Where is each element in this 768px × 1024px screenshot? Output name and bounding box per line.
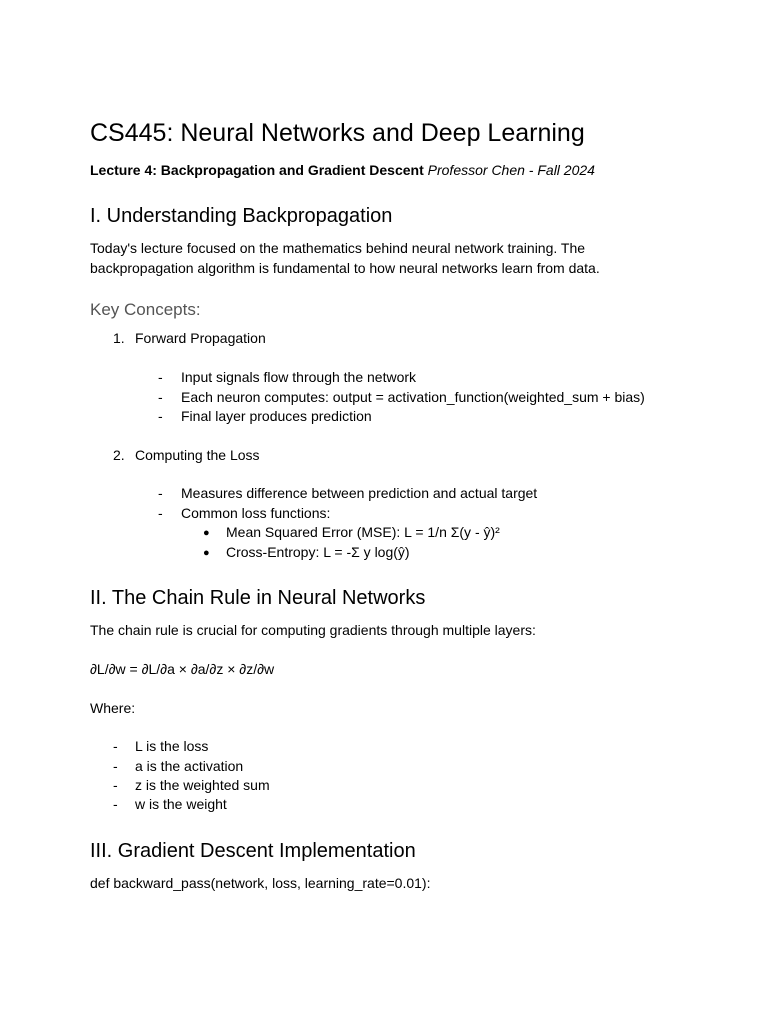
dash-marker: -: [113, 796, 118, 812]
list-item: Input signals flow through the network: [181, 369, 417, 385]
dash-marker: -: [158, 485, 163, 501]
document-title: CS445: Neural Networks and Deep Learning: [90, 119, 585, 147]
list-item: Measures difference between prediction and actual target: [181, 485, 538, 501]
list-item: Final layer produces prediction: [181, 408, 372, 424]
dash-marker: -: [158, 369, 163, 385]
definition-item: z is the weighted sum: [135, 777, 270, 793]
section-2-heading: II. The Chain Rule in Neural Networks: [90, 587, 426, 609]
list-number: 1.: [113, 330, 125, 346]
section-2-paragraph: The chain rule is crucial for computing gradients through multiple layers:: [90, 622, 536, 638]
list-number: 2.: [113, 447, 125, 463]
section-3-heading: III. Gradient Descent Implementation: [90, 840, 416, 862]
list-item: Each neuron computes: output = activation_function(weighted_sum + bias): [181, 389, 645, 405]
lecture-subtitle: [90, 162, 595, 178]
dash-marker: -: [113, 758, 118, 774]
chain-rule-formula: ∂L/∂w = ∂L/∂a × ∂a/∂z × ∂z/∂w: [90, 661, 275, 677]
bullet-marker: ●: [203, 527, 210, 539]
list-item-computing-loss: Computing the Loss: [135, 447, 260, 463]
section-1-heading: I. Understanding Backpropagation: [90, 205, 393, 227]
list-item-cross-entropy: Cross-Entropy: L = -Σ y log(ŷ): [226, 544, 410, 560]
definition-item: L is the loss: [135, 738, 209, 754]
dash-marker: -: [158, 408, 163, 424]
lecture-meta: Professor Chen - Fall 2024: [427, 162, 595, 178]
dash-marker: -: [113, 777, 118, 793]
dash-marker: -: [158, 505, 163, 521]
dash-marker: -: [158, 389, 163, 405]
key-concepts-heading: Key Concepts:: [90, 300, 201, 319]
code-line: def backward_pass(network, loss, learning_rate=0.01):: [90, 875, 431, 891]
definition-item: w is the weight: [135, 796, 227, 812]
list-item-forward-propagation: Forward Propagation: [135, 330, 266, 346]
list-item: Common loss functions:: [181, 505, 331, 521]
section-1-paragraph: Today's lecture focused on the mathematics behind neural network training. The backpropagation algorithm is fundamental to how neural networks learn from data.: [90, 240, 600, 276]
definition-item: a is the activation: [135, 758, 244, 774]
lecture-name: Lecture 4: Backpropagation and Gradient Descent: [90, 162, 424, 178]
dash-marker: -: [113, 738, 118, 754]
where-label: Where:: [90, 700, 136, 716]
bullet-marker: ●: [203, 547, 210, 559]
list-item-mse: Mean Squared Error (MSE): L = 1/n Σ(y - ŷ)²: [226, 524, 500, 540]
